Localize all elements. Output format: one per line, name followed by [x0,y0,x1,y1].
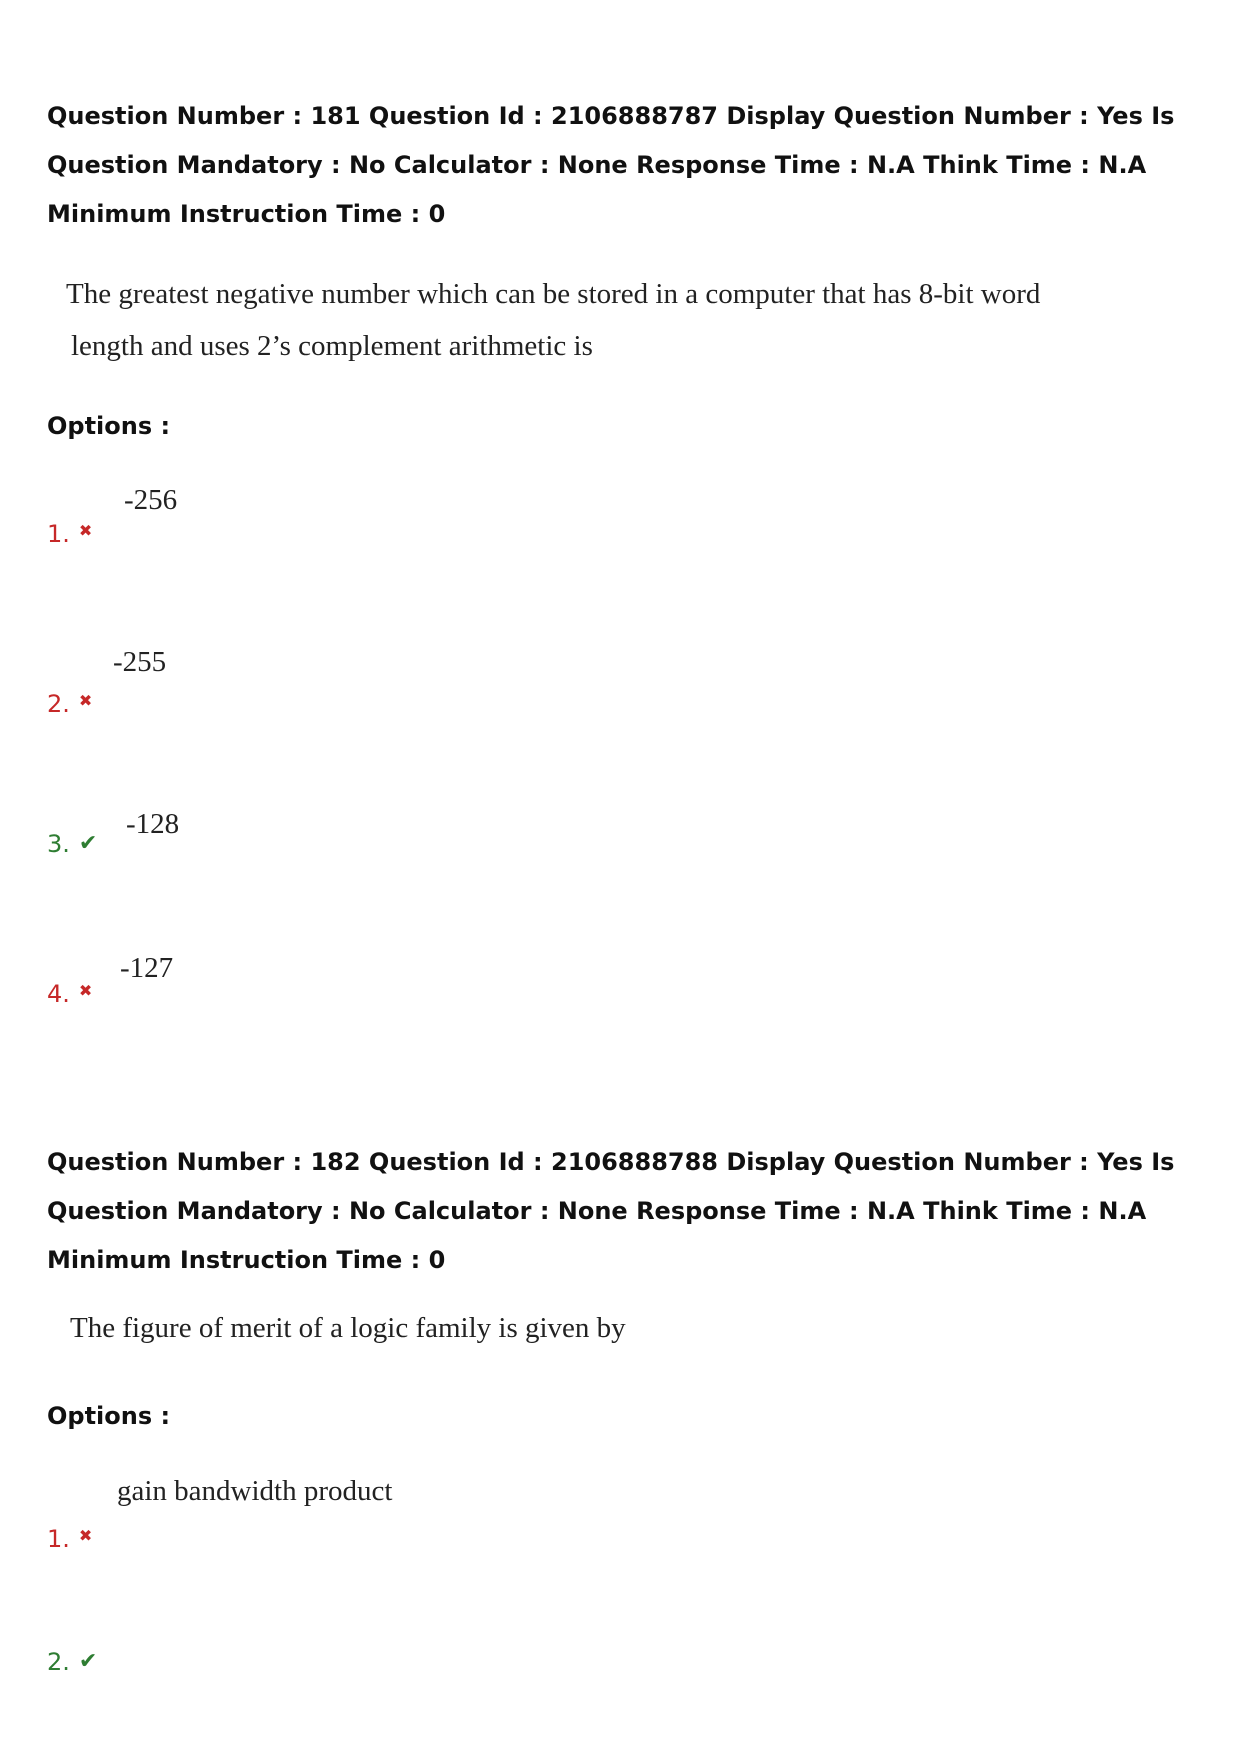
question-182-options-label: Options : [47,1402,171,1430]
question-181-options-label: Options : [47,412,171,440]
option-number: 3. [47,830,70,858]
cross-icon: ✖ [78,1526,93,1545]
option-number: 2. [47,1648,70,1676]
question-181-option-3-text: -128 [126,808,180,840]
question-181-option-3 [47,830,97,858]
question-181-option-2 [47,690,92,718]
question-181-meta: Question Number : 181 Question Id : 2106888787 Display Question Number : Yes Is Question Mandatory : No Calculator : None Response Time : N.A Think Time : N.A Minimum Instruction Time : 0 [47,102,1175,228]
check-icon: ✔ [78,831,98,856]
question-181-option-4 [47,980,92,1008]
question-181-text-line-1: The greatest negative number which can be stored in a computer that has 8-bit word [66,278,1041,310]
question-182-meta: Question Number : 182 Question Id : 2106888788 Display Question Number : Yes Is Question Mandatory : No Calculator : None Response Time : N.A Think Time : N.A Minimum Instruction Time : 0 [47,1148,1175,1274]
check-icon: ✔ [78,1649,98,1674]
option-number: 4. [47,980,70,1008]
question-181-text-line-2: length and uses 2’s complement arithmetic is [71,330,593,362]
question-181-option-2-text: -255 [113,646,167,678]
question-181-option-4-text: -127 [120,952,174,984]
option-number: 1. [47,520,70,548]
cross-icon: ✖ [78,981,93,1000]
question-181-option-1-text: -256 [124,484,178,516]
question-182-option-1 [47,1525,92,1553]
option-number: 2. [47,690,70,718]
question-181-option-1 [47,520,92,548]
question-182-option-2 [47,1648,97,1676]
question-182-text-line-1: The figure of merit of a logic family is given by [70,1312,626,1344]
option-number: 1. [47,1525,70,1553]
cross-icon: ✖ [78,521,93,540]
question-182-option-1-text: gain bandwidth product [117,1475,393,1507]
cross-icon: ✖ [78,691,93,710]
